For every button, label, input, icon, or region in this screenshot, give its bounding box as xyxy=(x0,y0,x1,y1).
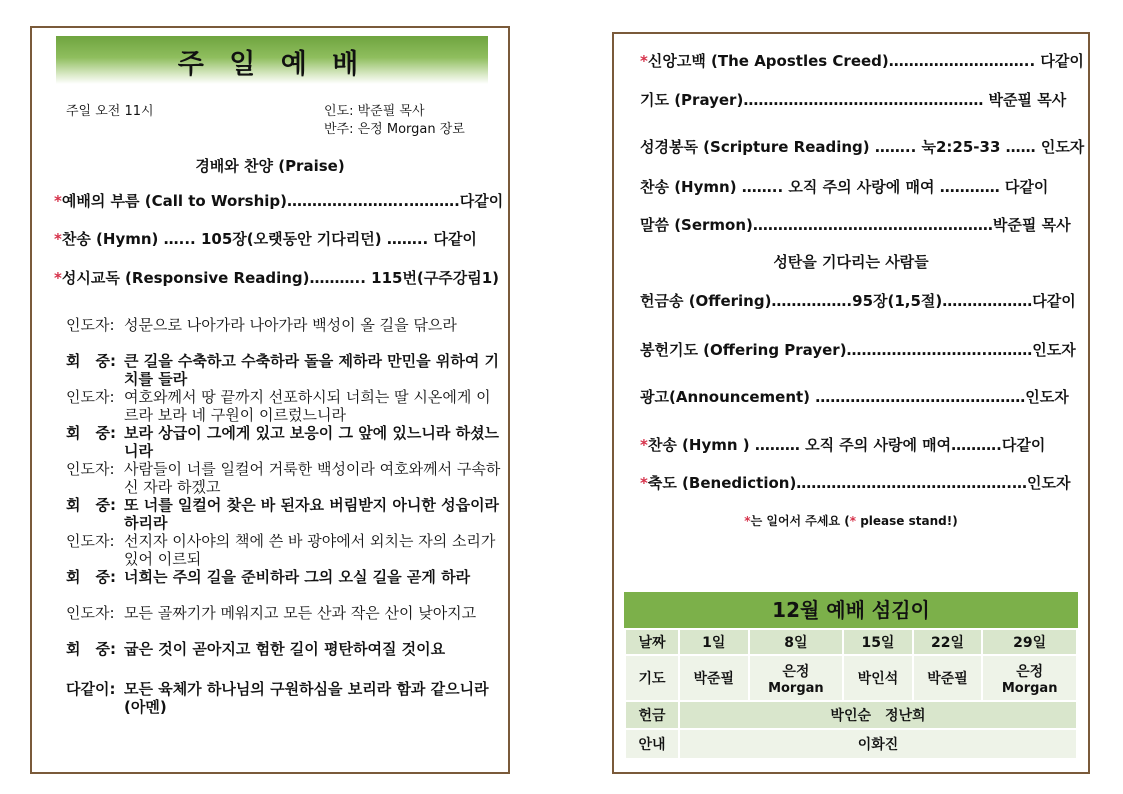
order-item-prayer: 기도 (Prayer)………………………………………… 박준필 목사 xyxy=(640,91,1067,109)
stand-note: *는 일어서 주세요 (* please stand!) xyxy=(744,514,958,528)
schedule-grid xyxy=(624,628,1078,760)
table-cell: 기도 xyxy=(626,656,678,700)
stand-marker: * xyxy=(54,230,62,248)
schedule-table xyxy=(624,592,1078,760)
table-cell: 헌금 xyxy=(626,702,678,728)
table-cell: 22일 xyxy=(914,630,982,654)
responsive-line: 인도자: 사람들이 너를 일컬어 거룩한 백성이라 여호와께서 구속하신 자라 하겠고 xyxy=(66,460,501,496)
table-cell: 15일 xyxy=(844,630,912,654)
stand-marker: * xyxy=(640,52,648,70)
order-item-hymn: 찬송 (Hymn) …….. 오직 주의 사랑에 매여 ………… 다같이 xyxy=(640,178,1049,196)
table-cell: 은정 Morgan xyxy=(983,656,1076,700)
responsive-line: 인도자: 모든 골짜기가 메워지고 모든 산과 작은 산이 낮아지고 xyxy=(66,604,477,622)
table-row xyxy=(626,630,1076,654)
table-cell: 날짜 xyxy=(626,630,678,654)
table-row xyxy=(626,702,1076,728)
order-item-offering: 헌금송 (Offering)…………….95장(1,5절)………………다같이 xyxy=(640,292,1076,310)
responsive-line: 인도자: 성문으로 나아가라 나아가라 백성이 올 길을 닦으라 xyxy=(66,316,457,334)
order-item-sermon: 말씀 (Sermon)…………………………………………박준필 목사 xyxy=(640,216,1071,234)
stand-marker: * xyxy=(640,474,648,492)
table-cell: 박인석 xyxy=(844,656,912,700)
order-item-hymn: *찬송 (Hymn) …... 105장(오랫동안 기다리던) …….. 다같이 xyxy=(54,230,477,248)
table-row xyxy=(626,730,1076,758)
order-item-offering-prayer: 봉헌기도 (Offering Prayer)……………………….………인도자 xyxy=(640,341,1076,359)
responsive-line: 회 중: 굽은 것이 곧아지고 험한 길이 평탄하여질 것이요 xyxy=(66,640,446,658)
order-item-closing-hymn: *찬송 (Hymn ) ……… 오직 주의 사랑에 매여……….다같이 xyxy=(640,436,1046,454)
table-cell: 은정 Morgan xyxy=(750,656,843,700)
order-item-benediction: *축도 (Benediction)…………………………………….…인도자 xyxy=(640,474,1071,492)
table-cell: 안내 xyxy=(626,730,678,758)
service-title-banner xyxy=(56,36,488,84)
table-row xyxy=(626,656,1076,700)
responsive-line: 인도자: 선지자 이사야의 책에 쓴 바 광야에서 외치는 자의 소리가 있어 이르되 xyxy=(66,532,496,568)
table-cell: 1일 xyxy=(680,630,748,654)
table-cell: 이화진 xyxy=(680,730,1076,758)
order-item-creed: *신앙고백 (The Apostles Creed)……………………….. 다같이 xyxy=(640,52,1084,70)
left-page xyxy=(30,26,510,774)
order-item-announcement: 광고(Announcement) ……………………………………인도자 xyxy=(640,388,1069,406)
order-item-call-to-worship: *예배의 부름 (Call to Worship)………….………..……….다같이 xyxy=(54,192,504,210)
table-cell: 29일 xyxy=(983,630,1076,654)
stand-marker: * xyxy=(54,269,62,287)
order-item-scripture: 성경봉독 (Scripture Reading) …….. 눅2:25-33 …… 인도자 xyxy=(640,138,1085,156)
responsive-line: 회 중: 보라 상급이 그에게 있고 보응이 그 앞에 있느니라 하셨느니라 xyxy=(66,424,500,460)
table-cell: 8일 xyxy=(750,630,843,654)
responsive-line: 회 중: 큰 길을 수축하고 수축하라 돌을 제하라 만민을 위하여 기치를 들라 xyxy=(66,352,500,388)
service-title: 주 일 예 배 xyxy=(177,49,367,80)
service-accompanist: 반주: 은정 Morgan 장로 xyxy=(324,122,465,137)
praise-heading: 경배와 찬양 (Praise) xyxy=(195,157,345,175)
responsive-line: 인도자: 여호와께서 땅 끝까지 선포하시되 너희는 딸 시온에게 이르라 보라 네 구원이 이르렀느니라 xyxy=(66,388,491,424)
responsive-line: 다같이: 모든 육체가 하나님의 구원하심을 보리라 함과 같으니라 (아멘) xyxy=(66,680,489,716)
right-page xyxy=(612,32,1090,774)
service-time: 주일 오전 11시 xyxy=(66,104,154,119)
sermon-title: 성탄을 기다리는 사람들 xyxy=(773,253,929,271)
service-leader: 인도: 박준필 목사 xyxy=(324,104,425,119)
schedule-title: 12월 예배 섬김이 xyxy=(624,592,1078,628)
table-cell: 박준필 xyxy=(680,656,748,700)
responsive-line: 회 중: 또 너를 일컬어 찾은 바 된자요 버림받지 아니한 성읍이라 하리라 xyxy=(66,496,500,532)
responsive-reading-text xyxy=(66,316,504,716)
stand-marker: * xyxy=(54,192,62,210)
responsive-line: 회 중: 너희는 주의 길을 준비하라 그의 오실 길을 곧게 하라 xyxy=(66,568,471,586)
stand-marker: * xyxy=(640,436,648,454)
order-item-responsive-reading: *성시교독 (Responsive Reading)……….. 115번(구주강림1) xyxy=(54,269,500,287)
table-cell: 박인순 정난희 xyxy=(680,702,1076,728)
table-cell: 박준필 xyxy=(914,656,982,700)
